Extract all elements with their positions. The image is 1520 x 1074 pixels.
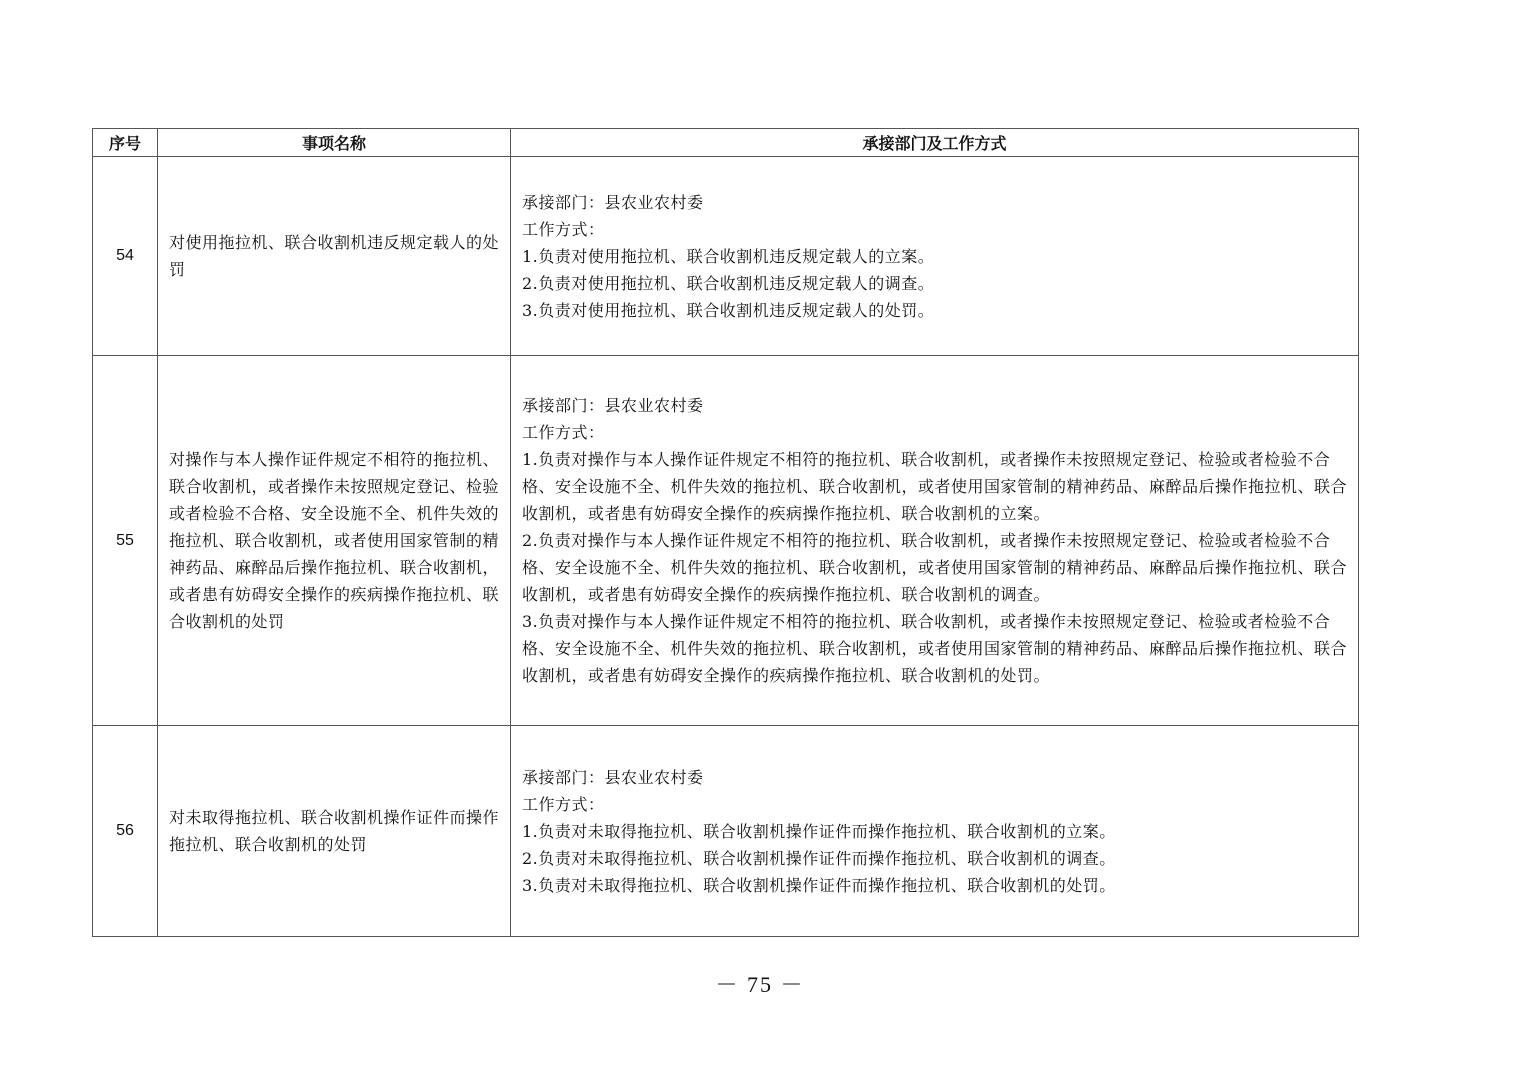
item-name: 对操作与本人操作证件规定不相符的拖拉机、联合收割机，或者操作未按照规定登记、检验或者检验不合格、安全设施不全、机件失效的拖拉机、联合收割机，或者使用国家管制的精神药品、麻醉品后操作拖拉机、联合收割机，或者患有妨碍安全操作的疾病操作拖拉机、联合收割机的处罚: [158, 356, 511, 726]
work-method-label: 工作方式：: [522, 219, 605, 239]
work-step: 3.负责对使用拖拉机、联合收割机违反规定载人的处罚。: [522, 300, 935, 320]
department-and-method: [511, 356, 1359, 726]
table-row: [93, 356, 1359, 726]
work-method-label: 工作方式：: [522, 794, 605, 814]
table-row: [93, 726, 1359, 937]
work-step: 2.负责对操作与本人操作证件规定不相符的拖拉机、联合收割机，或者操作未按照规定登记、检验或者检验不合格、安全设施不全、机件失效的拖拉机、联合收割机，或者使用国家管制的精神药品、麻醉品后操作拖拉机、联合收割机，或者患有妨碍安全操作的疾病操作拖拉机、联合收割机的调查。: [522, 531, 1348, 604]
serial-number: 56: [93, 726, 158, 937]
work-step: 1.负责对操作与本人操作证件规定不相符的拖拉机、联合收割机，或者操作未按照规定登记、检验或者检验不合格、安全设施不全、机件失效的拖拉机、联合收割机，或者使用国家管制的精神药品、麻醉品后操作拖拉机、联合收割机，或者患有妨碍安全操作的疾病操作拖拉机、联合收割机的立案。: [522, 450, 1348, 523]
work-step: 2.负责对使用拖拉机、联合收割机违反规定载人的调查。: [522, 273, 935, 293]
department-and-method: [511, 726, 1359, 937]
work-step: 3.负责对操作与本人操作证件规定不相符的拖拉机、联合收割机，或者操作未按照规定登记、检验或者检验不合格、安全设施不全、机件失效的拖拉机、联合收割机，或者使用国家管制的精神药品、麻醉品后操作拖拉机、联合收割机，或者患有妨碍安全操作的疾病操作拖拉机、联合收割机的处罚。: [522, 612, 1348, 685]
header-item-name: 事项名称: [158, 129, 511, 157]
header-department-and-method: 承接部门及工作方式: [511, 129, 1359, 157]
header-serial-number: 序号: [93, 129, 158, 157]
work-method-label: 工作方式：: [522, 423, 605, 442]
items-table: [92, 128, 1359, 937]
work-step: 1.负责对未取得拖拉机、联合收割机操作证件而操作拖拉机、联合收割机的立案。: [522, 821, 1116, 841]
table-row: [93, 157, 1359, 356]
department-label: 承接部门：县农业农村委: [522, 192, 704, 212]
serial-number: 54: [93, 157, 158, 356]
department-and-method: [511, 157, 1359, 356]
table-header-row: [93, 129, 1359, 157]
item-name: 对使用拖拉机、联合收割机违反规定载人的处罚: [158, 157, 511, 356]
serial-number: 55: [93, 356, 158, 726]
page-number: － 75 －: [715, 972, 805, 997]
work-step: 2.负责对未取得拖拉机、联合收割机操作证件而操作拖拉机、联合收割机的调查。: [522, 848, 1116, 868]
work-step: 1.负责对使用拖拉机、联合收割机违反规定载人的立案。: [522, 246, 935, 266]
work-step: 3.负责对未取得拖拉机、联合收割机操作证件而操作拖拉机、联合收割机的处罚。: [522, 875, 1116, 895]
department-label: 承接部门：县农业农村委: [522, 396, 704, 415]
item-name: 对未取得拖拉机、联合收割机操作证件而操作拖拉机、联合收割机的处罚: [158, 726, 511, 937]
department-label: 承接部门：县农业农村委: [522, 767, 704, 787]
